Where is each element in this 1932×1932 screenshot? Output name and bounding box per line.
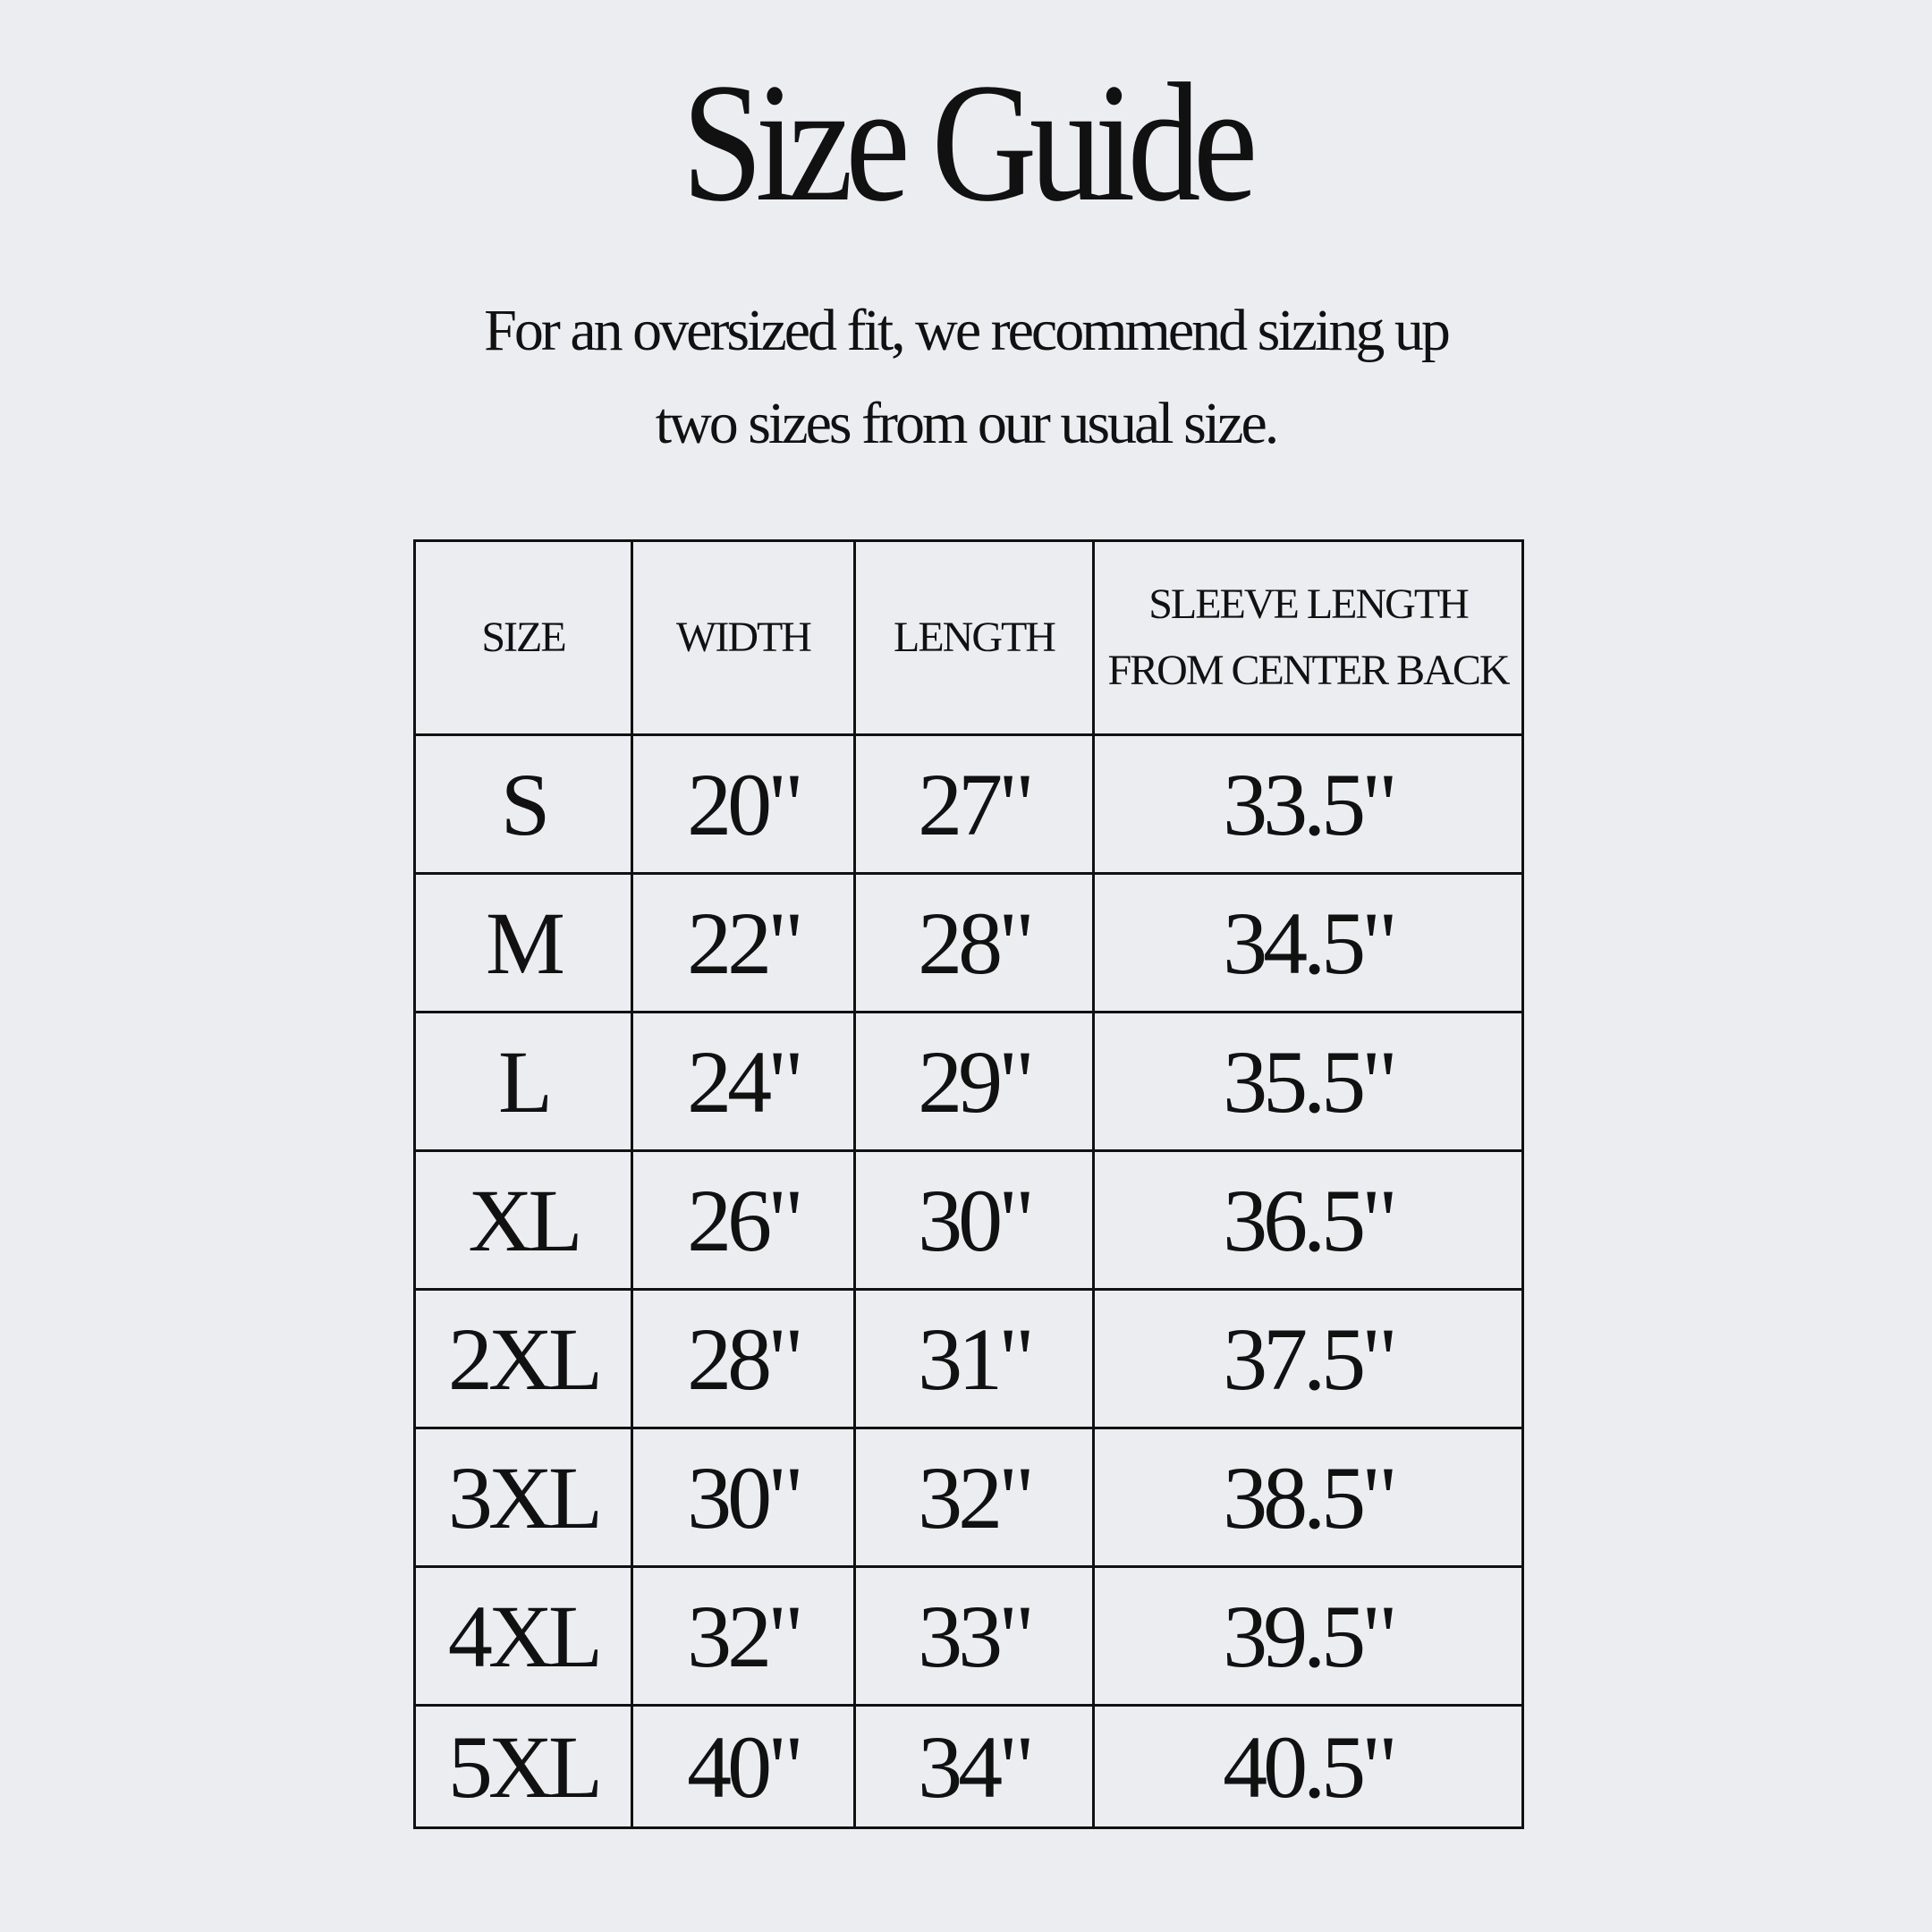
cell-length: 33": [855, 1567, 1094, 1706]
header-sleeve-line-1: SLEEVE LENGTH: [1148, 580, 1468, 628]
header-length: LENGTH: [855, 541, 1094, 735]
table-row: [415, 1013, 1523, 1151]
cell-size: 4XL: [415, 1567, 632, 1706]
cell-length: 28": [855, 874, 1094, 1013]
cell-size: 2XL: [415, 1290, 632, 1428]
cell-sleeve: 38.5": [1094, 1428, 1523, 1567]
table-row: [415, 1428, 1523, 1567]
fit-recommendation-line-2: two sizes from our usual size.: [655, 391, 1277, 456]
header-width: WIDTH: [632, 541, 855, 735]
cell-size: L: [415, 1013, 632, 1151]
fit-recommendation-line-1: For an oversized fit, we recommend sizing up: [484, 298, 1448, 363]
cell-width: 22": [632, 874, 855, 1013]
cell-width: 32": [632, 1567, 855, 1706]
cell-sleeve: 35.5": [1094, 1013, 1523, 1151]
cell-sleeve: 39.5": [1094, 1567, 1523, 1706]
cell-size: S: [415, 735, 632, 874]
table-row: [415, 735, 1523, 874]
cell-sleeve: 33.5": [1094, 735, 1523, 874]
cell-length: 30": [855, 1151, 1094, 1290]
size-chart-table: [413, 539, 1524, 1829]
cell-sleeve: 36.5": [1094, 1151, 1523, 1290]
table-row: [415, 1706, 1523, 1828]
cell-width: 20": [632, 735, 855, 874]
cell-sleeve: 37.5": [1094, 1290, 1523, 1428]
cell-width: 40": [632, 1706, 855, 1828]
cell-size: 3XL: [415, 1428, 632, 1567]
table-row: [415, 1151, 1523, 1290]
cell-length: 27": [855, 735, 1094, 874]
table-row: [415, 1290, 1523, 1428]
table-row: [415, 874, 1523, 1013]
header-sleeve-length: [1094, 541, 1523, 735]
cell-sleeve: 34.5": [1094, 874, 1523, 1013]
cell-width: 26": [632, 1151, 855, 1290]
cell-size: 5XL: [415, 1706, 632, 1828]
header-sleeve-line-2: FROM CENTER BACK: [1107, 647, 1509, 694]
fit-recommendation: [0, 284, 1932, 470]
cell-sleeve: 40.5": [1094, 1706, 1523, 1828]
cell-length: 34": [855, 1706, 1094, 1828]
cell-size: XL: [415, 1151, 632, 1290]
cell-length: 32": [855, 1428, 1094, 1567]
cell-width: 30": [632, 1428, 855, 1567]
cell-length: 31": [855, 1290, 1094, 1428]
table-row: [415, 1567, 1523, 1706]
cell-width: 28": [632, 1290, 855, 1428]
page-title: Size Guide: [682, 49, 1250, 237]
cell-length: 29": [855, 1013, 1094, 1151]
table-header-row: [415, 541, 1523, 735]
cell-width: 24": [632, 1013, 855, 1151]
header-size: SIZE: [415, 541, 632, 735]
cell-size: M: [415, 874, 632, 1013]
